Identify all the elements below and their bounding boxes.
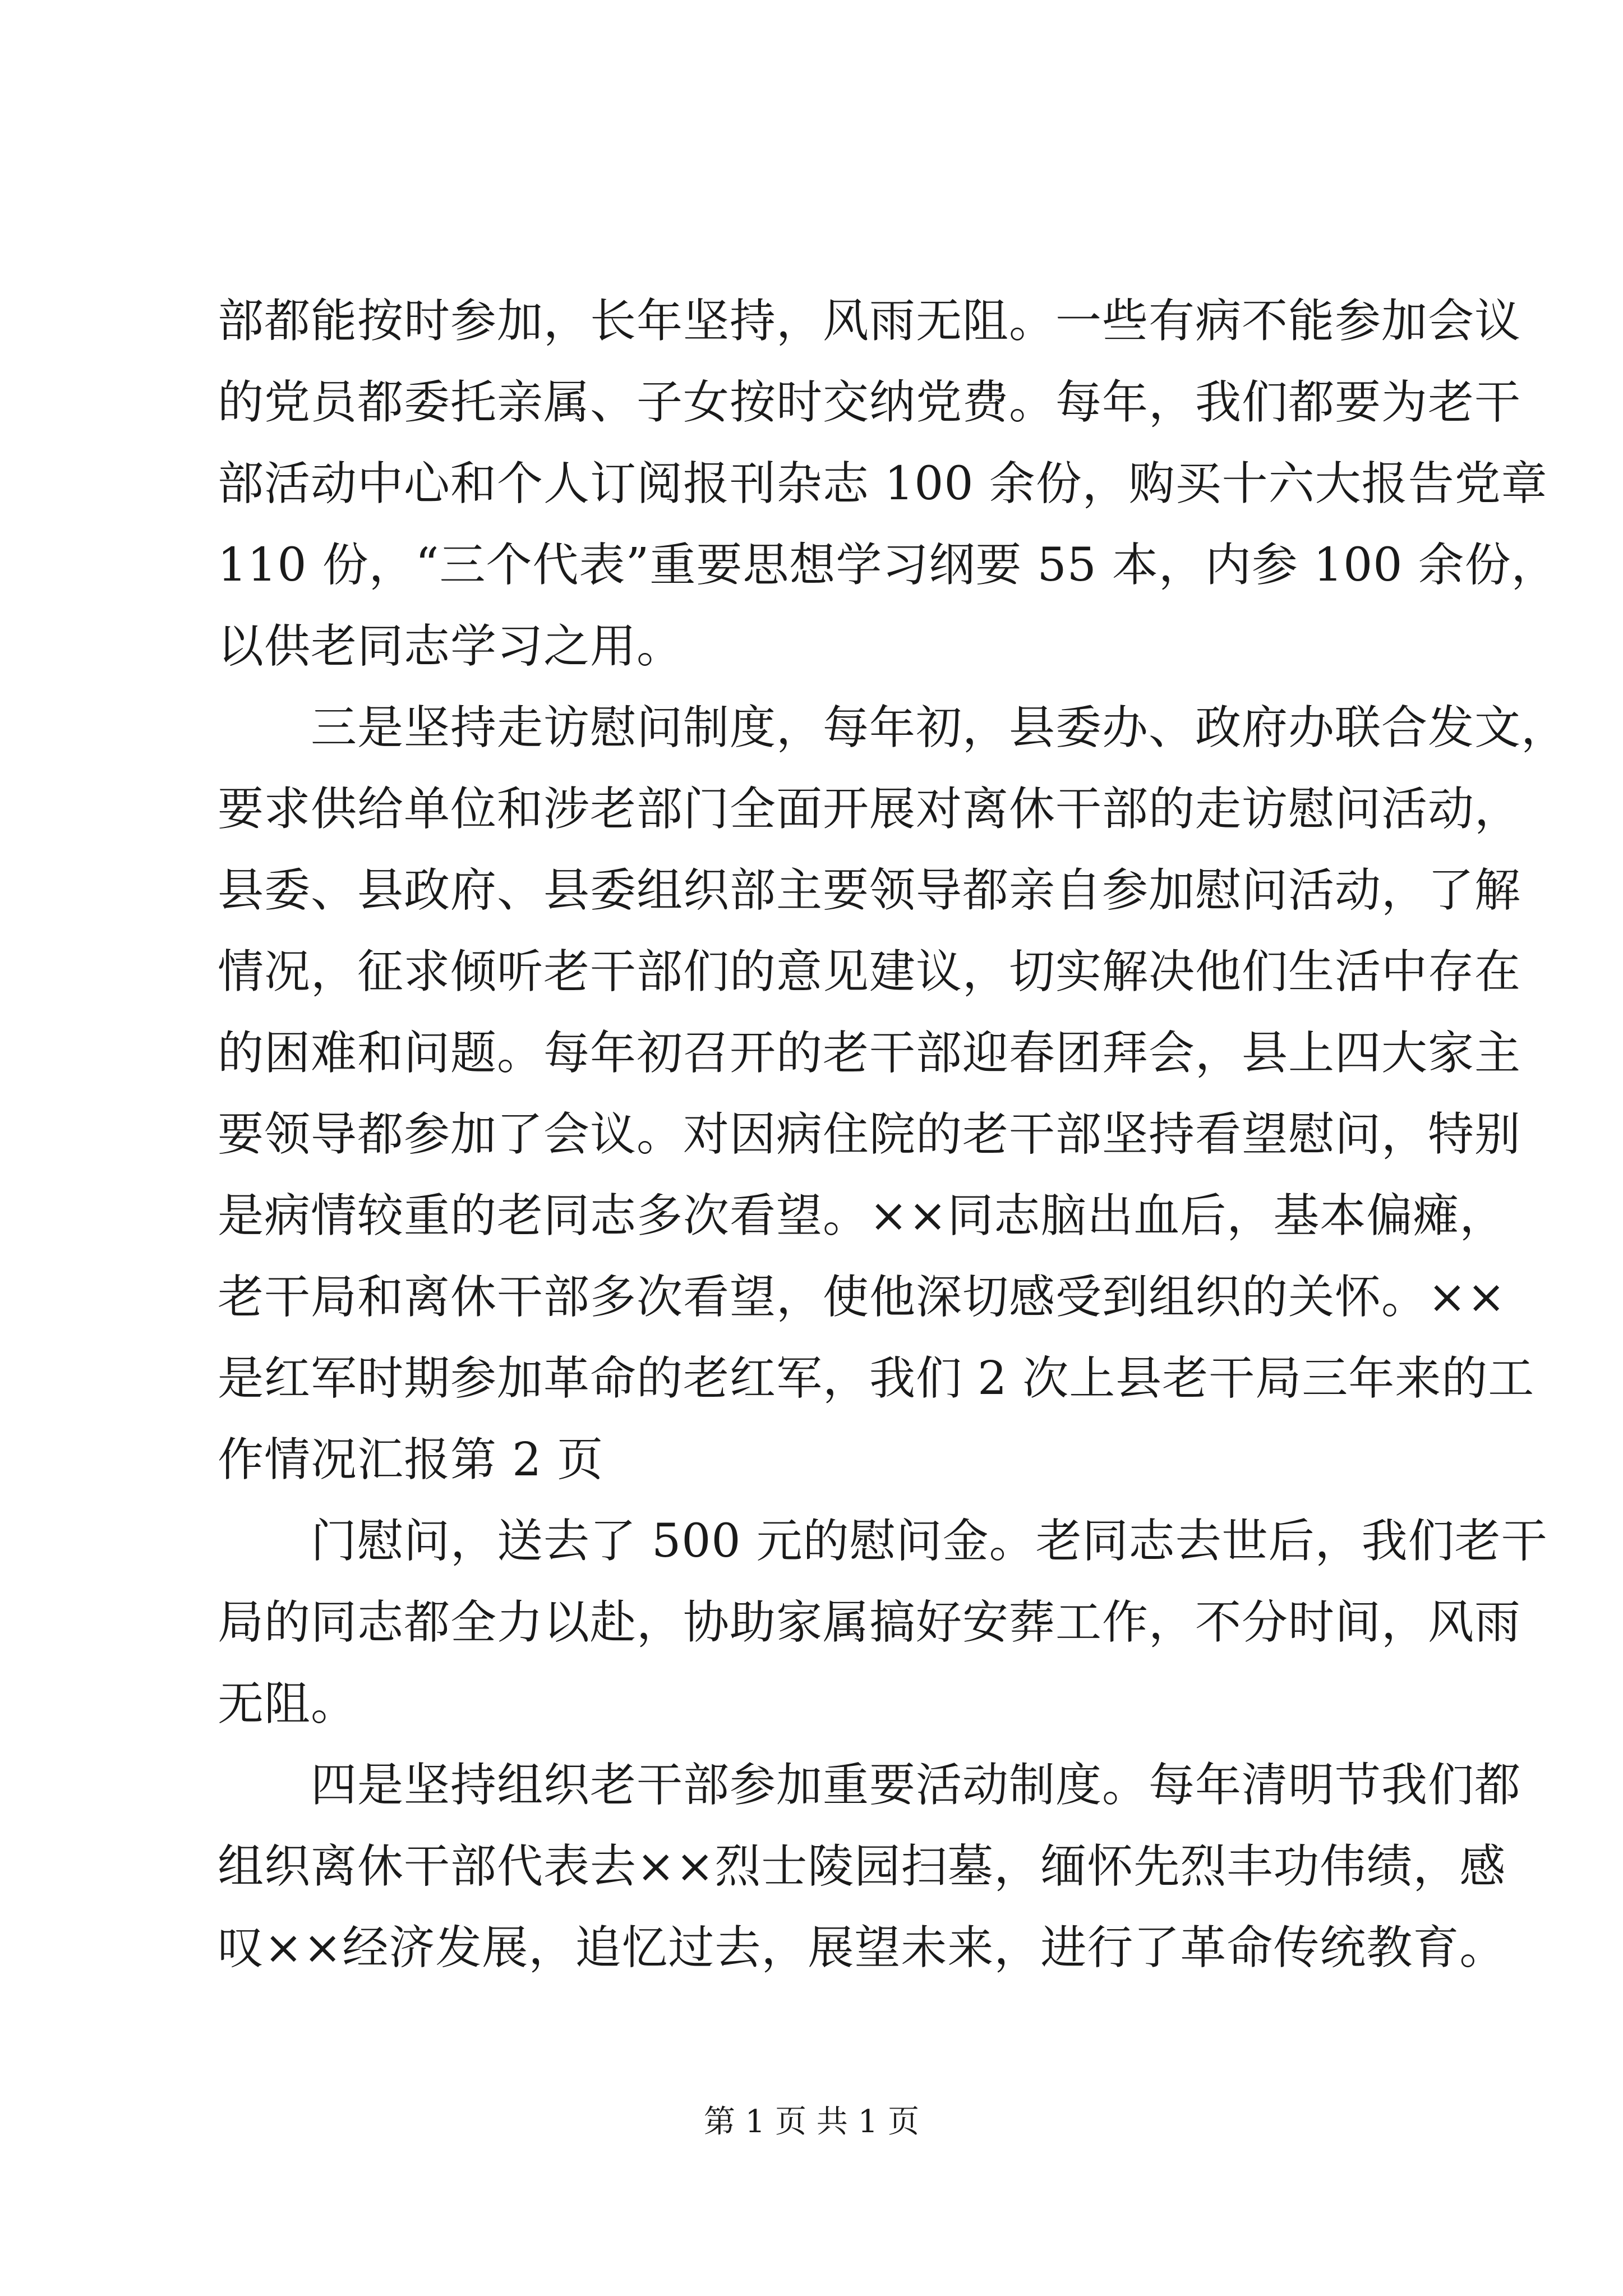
document-body [218, 280, 1568, 1989]
text-line: 无阻。 [218, 1677, 358, 1731]
text-line: 要领导都参加了会议。对因病住院的老干部坚持看望慰问，特别 [218, 1108, 1521, 1161]
text-line: 情况，征求倾听老干部们的意见建议，切实解决他们生活中存在 [218, 945, 1521, 999]
text-line: 县委、县政府、县委组织部主要领导都亲自参加慰问活动，了解 [218, 864, 1521, 917]
text-line: 的困难和问题。每年初召开的老干部迎春团拜会，县上四大家主 [218, 1027, 1521, 1080]
text-line: 是病情较重的老同志多次看望。××同志脑出血后，基本偏瘫， [218, 1189, 1506, 1243]
text-line: 部活动中心和个人订阅报刊杂志 100 余份，购买十六大报告党章 [218, 457, 1548, 510]
text-line: 三是坚持走访慰问制度，每年初，县委办、政府办联合发文， [311, 701, 1568, 754]
text-line: 门慰问，送去了 500 元的慰问金。老同志去世后，我们老干 [311, 1515, 1548, 1568]
page-footer: 第 1 页 共 1 页 [703, 2104, 920, 2140]
text-line: 要求供给单位和涉老部门全面开展对离休干部的走访慰问活动， [218, 783, 1521, 836]
text-line: 是红军时期参加革命的老红军，我们 2 次上县老干局三年来的工 [218, 1352, 1535, 1405]
text-line: 部都能按时参加，长年坚持，风雨无阻。一些有病不能参加会议 [218, 295, 1521, 348]
text-line: 老干局和离休干部多次看望，使他深切感受到组织的关怀。×× [218, 1271, 1506, 1324]
text-line: 以供老同志学习之用。 [218, 620, 684, 673]
text-line: 局的同志都全力以赴，协助家属搞好安葬工作，不分时间，风雨 [218, 1596, 1521, 1649]
text-line: 作情况汇报第 2 页 [218, 1433, 604, 1487]
text-line: 组织离休干部代表去××烈士陵园扫墓，缅怀先烈丰功伟绩，感 [218, 1840, 1506, 1893]
text-line: 四是坚持组织老干部参加重要活动制度。每年清明节我们都 [311, 1759, 1521, 1812]
text-line: 110 份，“三个代表”重要思想学习纲要 55 本，内参 100 余份， [218, 539, 1558, 592]
text-line: 叹××经济发展，追忆过去，展望未来，进行了革命传统教育。 [218, 1921, 1506, 1975]
text-line: 的党员都委托亲属、子女按时交纳党费。每年，我们都要为老干 [218, 376, 1521, 429]
